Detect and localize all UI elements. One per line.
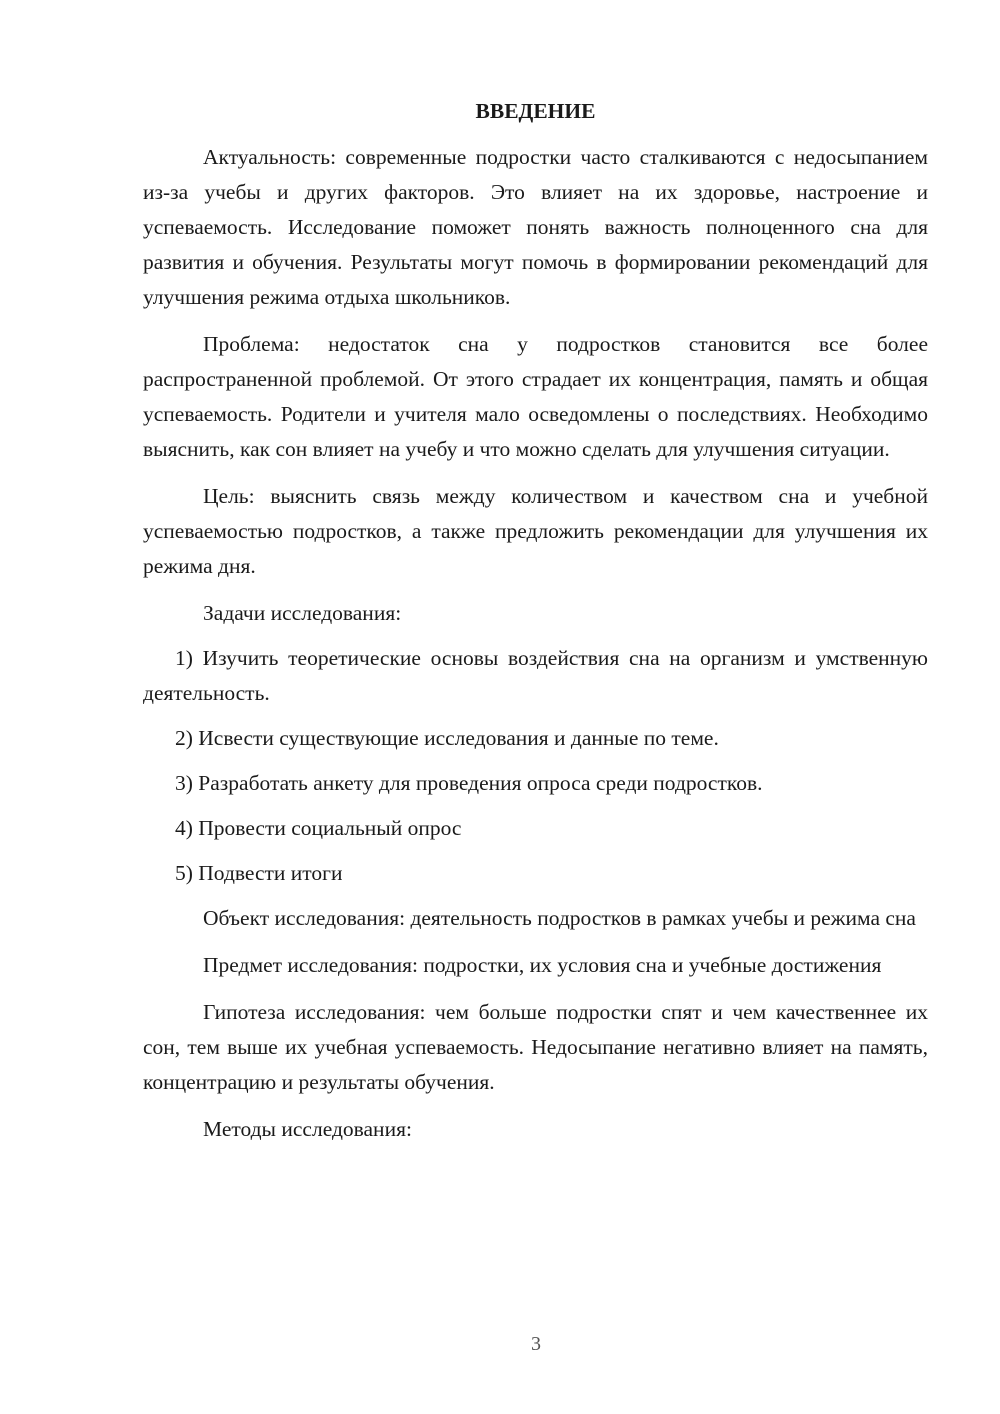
task-item: 3) Разработать анкету для проведения опроса среди подростков. bbox=[175, 771, 763, 795]
task-item: 5) Подвести итоги bbox=[175, 861, 343, 885]
goal-paragraph: Цель: выяснить связь между количеством и качеством сна и учебной успеваемостью подростков, а также предложить рекомендации для улучшения их режима дня. bbox=[143, 484, 928, 578]
methods-heading: Методы исследования: bbox=[203, 1117, 412, 1141]
page-number: 3 bbox=[531, 1333, 541, 1355]
task-item: 2) Исвести существующие исследования и данные по теме. bbox=[175, 726, 719, 750]
task-item: 1) Изучить теоретические основы воздействия сна на организм и умственную деятельность. bbox=[143, 646, 928, 705]
problem-paragraph: Проблема: недостаток сна у подростков становится все более распространенной проблемой. От этого страдает их концентрация, память и общая успеваемость. Родители и учителя мало осведомлены о последствиях. Необходимо выяснить, как сон влияет на учебу и что можно сделать для улучшения ситуации. bbox=[143, 332, 928, 461]
hypothesis-paragraph: Гипотеза исследования: чем больше подростки спят и чем качественнее их сон, тем выше их учебная успеваемость. Недосыпание негативно влияет на память, концентрацию и результаты обучения. bbox=[143, 1000, 928, 1094]
relevance-paragraph: Актуальность: современные подростки часто сталкиваются с недосыпанием из-за учебы и других факторов. Это влияет на их здоровье, настроение и успеваемость. Исследование поможет понять важность полноценного сна для развития и обучения. Результаты могут помочь в формировании рекомендаций для улучшения режима отдыха школьников. bbox=[143, 145, 928, 309]
section-title: ВВЕДЕНИЕ bbox=[475, 99, 596, 123]
task-item: 4) Провести социальный опрос bbox=[175, 816, 462, 840]
subject-paragraph: Предмет исследования: подростки, их условия сна и учебные достижения bbox=[203, 953, 882, 977]
object-paragraph: Объект исследования: деятельность подростков в рамках учебы и режима сна bbox=[203, 906, 916, 930]
document-page bbox=[143, 96, 928, 1157]
tasks-heading: Задачи исследования: bbox=[203, 601, 402, 625]
